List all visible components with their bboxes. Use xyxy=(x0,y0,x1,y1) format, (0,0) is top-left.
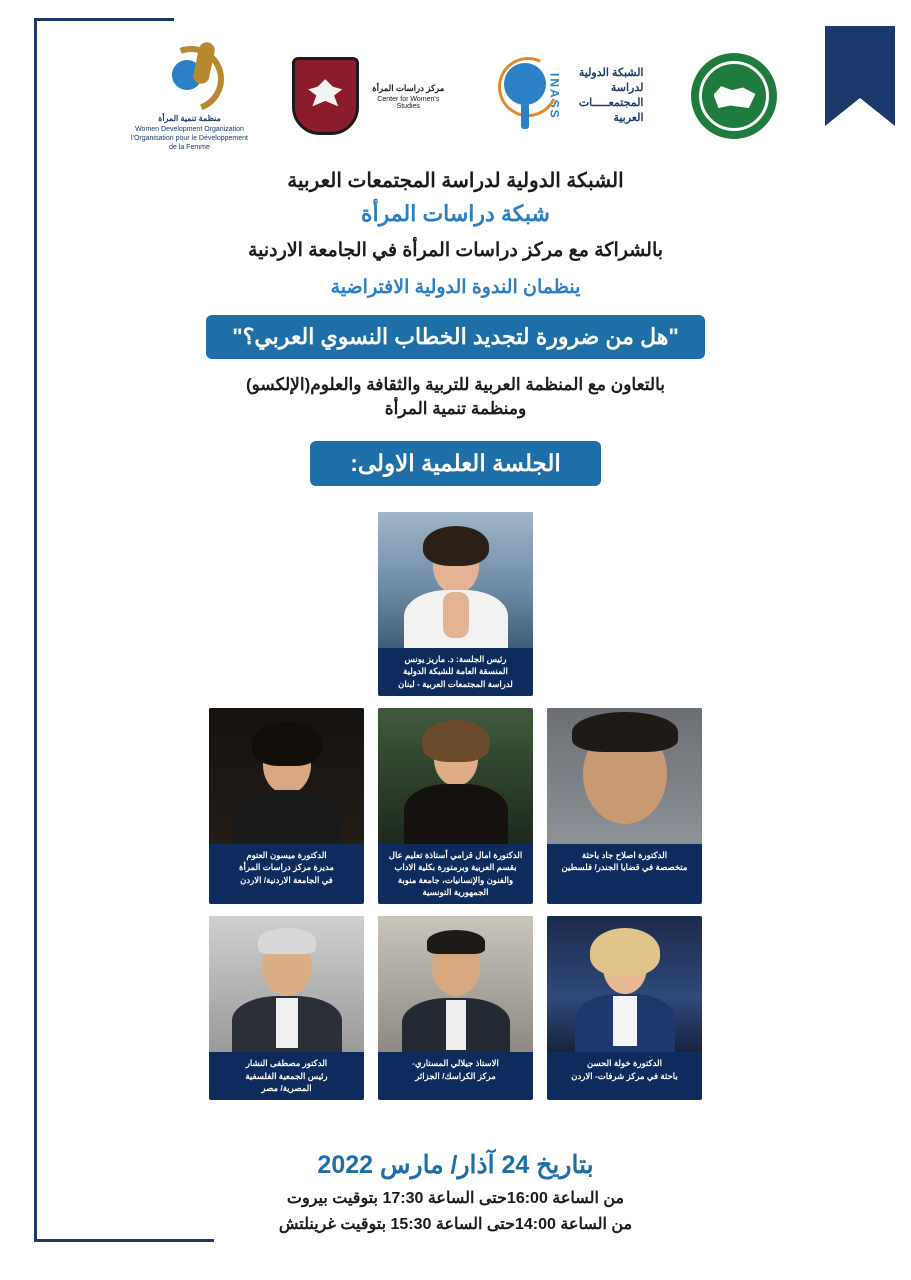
wdo-english-line2: l'Organisation pour le Développement de la Femme xyxy=(131,134,248,151)
caption-line: الدكتورة ميسون العتوم xyxy=(246,849,327,860)
speaker-caption-amal-grami xyxy=(378,844,533,904)
speakers-row-3 xyxy=(209,916,702,1100)
speaker-photo-mostafa-alnashar xyxy=(209,916,364,1052)
speaker-card-amal-grami xyxy=(378,708,533,904)
logo-strip xyxy=(0,40,911,152)
caption-line: الدكتورة اصلاح جاد باحثة xyxy=(581,849,668,860)
caption-line: الجمهورية التونسية xyxy=(422,886,489,897)
speaker-caption-maysoon-alatoum xyxy=(209,844,364,892)
inass-arabic-line1: الشبكة الدولية لدراسة xyxy=(578,67,644,95)
alecso-emblem-icon xyxy=(691,53,777,139)
speaker-caption-khawla-alhassan xyxy=(547,1052,702,1088)
event-time-beirut: من الساعة 16:00حتى الساعة 17:30 بتوقيت بيروت xyxy=(286,1190,625,1207)
speaker-card-maysoon-alatoum xyxy=(209,708,364,904)
speakers-row-chair xyxy=(378,512,533,696)
speaker-card-jilali-almastari xyxy=(378,916,533,1100)
event-title-banner: "هل من ضرورة لتجديد الخطاب النسوي العربي؟" xyxy=(206,315,705,359)
cws-labels xyxy=(365,83,452,110)
wdo-logo xyxy=(130,40,250,152)
cws-english-label: Center for Women's Studies xyxy=(377,95,440,110)
cws-logo xyxy=(292,57,452,135)
inass-emblem-icon xyxy=(494,55,540,137)
speakers-row-2 xyxy=(209,708,702,904)
speaker-photo-jilali-almastari xyxy=(378,916,533,1052)
caption-line: الدكتورة امال قرامي أستاذة تعليم عال xyxy=(388,849,523,860)
inass-acronym: INASS xyxy=(547,72,562,120)
caption-line: باحثة في مركز شرفات- الاردن xyxy=(571,1070,678,1081)
event-time-gmt: من الساعة 14:00حتى الساعة 15:30 بتوقيت غرينلتش xyxy=(278,1216,633,1233)
caption-line: المنسقة العامة للشبكة الدولية xyxy=(403,666,508,677)
top-border-rule xyxy=(34,18,174,21)
speaker-photo-maysoon-alatoum xyxy=(209,708,364,844)
speaker-card-islah-jad xyxy=(547,708,702,904)
speaker-card-khawla-alhassan xyxy=(547,916,702,1100)
speaker-photo-khawla-alhassan xyxy=(547,916,702,1052)
partnership-line: بالشراكة مع مركز دراسات المرأة في الجامعة الاردنية xyxy=(247,240,664,261)
alecso-logo xyxy=(686,53,782,139)
speaker-caption-mostafa-alnashar xyxy=(209,1052,364,1100)
wdo-emblem-icon xyxy=(152,40,228,112)
inass-logo xyxy=(494,55,644,137)
footer-block xyxy=(0,1150,911,1234)
inass-arabic-line2: المجتمعـــــات العربية xyxy=(578,97,644,124)
cws-arabic-label: مركز دراسات المرأة xyxy=(372,82,445,93)
bottom-border-rule xyxy=(34,1239,214,1242)
wdo-english-label xyxy=(130,126,250,152)
caption-line: الدكتور مصطفى النشار xyxy=(245,1058,328,1069)
speaker-card-mostafa-alnashar xyxy=(209,916,364,1100)
event-type-line: ينظمان الندوة الدولية الافتراضية xyxy=(330,277,581,298)
speaker-card-chair xyxy=(378,512,533,696)
wdo-english-line1: Women Development Organization xyxy=(135,126,244,133)
event-date: بتاريخ 24 آذار/ مارس 2022 xyxy=(317,1151,594,1179)
womens-studies-network-name: شبكة دراسات المرأة xyxy=(361,201,550,226)
caption-line: مركز الكراسك/ الجزائر xyxy=(415,1070,496,1081)
caption-line: والفنون والإنسانيات، جامعة منوبة xyxy=(397,874,514,885)
caption-line: الاستاذ جيلالي المستاري- xyxy=(412,1058,499,1069)
caption-line: متخصصة في قضايا الجندر/ فلسطين xyxy=(561,862,688,873)
wdo-arabic-label: منظمة تنمية المرأة xyxy=(158,114,221,123)
caption-line: مديرة مركز دراسات المرأة xyxy=(239,862,334,873)
cws-shield-icon xyxy=(292,57,360,135)
session-banner: الجلسة العلمية الاولى: xyxy=(310,441,601,486)
speaker-caption-islah-jad xyxy=(547,844,702,880)
speaker-caption-chair xyxy=(378,648,533,696)
collaboration-line-2: ومنظمة تنمية المرأة xyxy=(384,399,527,418)
organizer-network-name: الشبكة الدولية لدراسة المجتمعات العربية xyxy=(287,170,624,192)
caption-line: بقسم العربية وبرمتورة بكلية الاداب xyxy=(394,862,517,873)
speakers-grid xyxy=(0,512,911,1100)
caption-line: المصرية/ مصر xyxy=(261,1082,312,1093)
inass-arabic-label xyxy=(569,66,643,125)
speaker-photo-islah-jad xyxy=(547,708,702,844)
heading-block xyxy=(0,168,911,486)
caption-line: لدراسة المجتمعات العربية - لبنان xyxy=(398,678,513,689)
speaker-caption-jilali-almastari xyxy=(378,1052,533,1088)
caption-line: رئيس الجمعية الفلسفية xyxy=(245,1070,328,1081)
speaker-photo-chair xyxy=(378,512,533,648)
caption-line: الدكتورة خولة الحسن xyxy=(587,1058,662,1069)
caption-line: رئيس الجلسة: د. ماريز يونس xyxy=(404,654,507,664)
caption-line: في الجامعة الاردنية/ الاردن xyxy=(240,874,333,885)
collaboration-line-1: بالتعاون مع المنظمة العربية للتربية والثقافة والعلوم(الإلكسو) xyxy=(245,375,666,394)
speaker-photo-amal-grami xyxy=(378,708,533,844)
